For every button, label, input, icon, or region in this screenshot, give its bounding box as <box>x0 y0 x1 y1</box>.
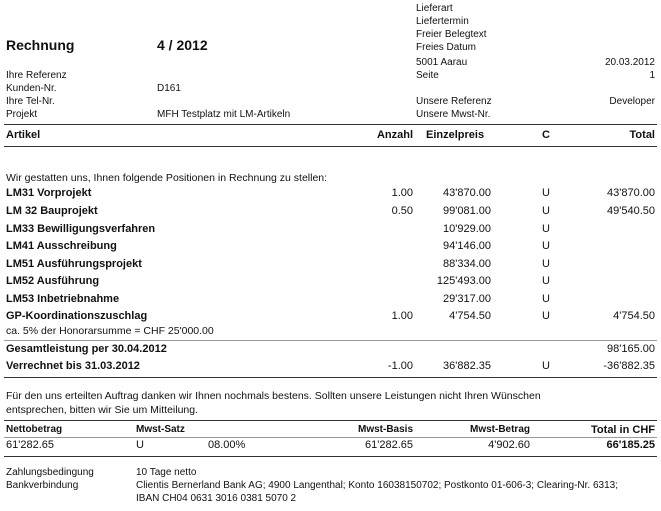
our-vat-label: Unsere Mwst-Nr. <box>416 109 491 120</box>
item-c: U <box>542 240 550 252</box>
item-c: U <box>542 258 550 270</box>
item-total: 4'754.50 <box>613 310 655 322</box>
header-bottom-rule <box>4 146 657 147</box>
item-price: 29'317.00 <box>443 293 491 305</box>
ref-label: Ihre Referenz <box>6 70 67 81</box>
thanks-line-1: Für den uns erteilten Auftrag danken wir Ihnen nochmals bestens. Sollten unsere Leistungen nicht Ihren Wünschen <box>6 390 541 402</box>
gesamt-label: Gesamtleistung per 30.04.2012 <box>6 343 167 355</box>
verrechnet-c: U <box>542 360 550 372</box>
rate-label: Mwst-Satz <box>136 424 185 435</box>
netto-label: Nettobetrag <box>6 424 63 435</box>
item-c: U <box>542 223 550 235</box>
gesamt-total: 98'165.00 <box>607 343 655 355</box>
header-top-rule <box>4 124 657 125</box>
item-qty: 1.00 <box>391 310 413 322</box>
item-c: U <box>542 275 550 287</box>
item-c: U <box>542 293 550 305</box>
belegtext-label: Freier Belegtext <box>416 29 487 40</box>
rate-code: U <box>136 439 144 451</box>
project-label: Projekt <box>6 109 38 120</box>
doc-type: Rechnung <box>6 37 75 53</box>
item-price: 125'493.00 <box>436 275 491 287</box>
vat-value: 4'902.60 <box>488 439 530 451</box>
item-price: 94'146.00 <box>443 240 491 252</box>
verrechnet-price: 36'882.35 <box>443 360 491 372</box>
netto-value: 61'282.65 <box>6 439 54 451</box>
item-price: 10'929.00 <box>443 223 491 235</box>
item-price: 43'870.00 <box>443 187 491 199</box>
summary-rule-1 <box>4 340 657 341</box>
verrechnet-qty: -1.00 <box>387 360 413 372</box>
item-c: U <box>542 205 550 217</box>
item-name: LM33 Bewilligungsverfahren <box>6 223 156 235</box>
verrechnet-label: Verrechnet bis 31.03.2012 <box>6 360 140 372</box>
item-name: LM 32 Bauprojekt <box>6 205 98 217</box>
item-name: LM41 Ausschreibung <box>6 240 117 252</box>
item-name: LM53 Inbetriebnahme <box>6 293 120 305</box>
verrechnet-total: -36'882.35 <box>603 360 655 372</box>
chf-value: 66'185.25 <box>606 439 655 451</box>
col-c: C <box>542 129 550 141</box>
basis-value: 61'282.65 <box>365 439 413 451</box>
item-name: LM31 Vorprojekt <box>6 187 92 199</box>
location: 5001 Aarau <box>416 57 468 68</box>
freies-datum-label: Freies Datum <box>416 42 477 53</box>
bank-line-2: IBAN CH04 0631 3016 0381 5070 2 <box>136 493 297 504</box>
doc-date: 20.03.2012 <box>604 57 655 68</box>
vat-label: Mwst-Betrag <box>469 424 530 435</box>
col-article: Artikel <box>6 129 41 141</box>
page-value: 1 <box>649 70 655 81</box>
item-note: ca. 5% der Honorarsumme = CHF 25'000.00 <box>6 325 214 337</box>
totals-rule-mid <box>4 437 657 438</box>
col-total: Total <box>629 129 655 141</box>
bank-line-1: Clientis Bernerland Bank AG; 4900 Langenthal; Konto 16038150702; Postkonto 01-606-3; Clearing-Nr. 6313; <box>136 480 618 491</box>
thanks-line-2: entsprechen, bitten wir Sie um Mitteilung. <box>6 404 199 416</box>
item-name: LM52 Ausführung <box>6 275 100 287</box>
summary-rule-2 <box>4 377 657 378</box>
lieferart-label: Lieferart <box>416 3 453 14</box>
project-value: MFH Testplatz mit LM-Artikeln <box>157 109 291 120</box>
chf-label: Total in CHF <box>591 424 655 436</box>
totals-rule-bottom <box>4 456 657 457</box>
col-unit-price: Einzelpreis <box>426 129 485 141</box>
item-qty: 0.50 <box>391 205 413 217</box>
item-c: U <box>542 187 550 199</box>
item-total: 43'870.00 <box>607 187 655 199</box>
item-c: U <box>542 310 550 322</box>
item-total: 49'540.50 <box>607 205 655 217</box>
col-qty: Anzahl <box>376 129 413 141</box>
item-price: 88'334.00 <box>443 258 491 270</box>
our-ref-label: Unsere Referenz <box>416 96 492 107</box>
customer-value: D161 <box>157 83 181 94</box>
intro-text: Wir gestatten uns, Ihnen folgende Positionen in Rechnung zu stellen: <box>6 172 328 184</box>
bank-label: Bankverbindung <box>6 480 79 491</box>
item-price: 99'081.00 <box>443 205 491 217</box>
liefertermin-label: Liefertermin <box>416 16 469 27</box>
doc-number: 4 / 2012 <box>157 37 208 53</box>
payment-label: Zahlungsbedingung <box>6 467 94 478</box>
item-name: LM51 Ausführungsprojekt <box>6 258 142 270</box>
payment-value: 10 Tage netto <box>136 467 197 478</box>
customer-label: Kunden-Nr. <box>6 83 57 94</box>
page-label: Seite <box>416 70 439 81</box>
our-ref-value: Developer <box>609 96 655 107</box>
item-qty: 1.00 <box>391 187 413 199</box>
basis-label: Mwst-Basis <box>357 424 413 435</box>
totals-rule-top <box>4 420 657 421</box>
item-name: GP-Koordinationszuschlag <box>6 310 148 322</box>
item-price: 4'754.50 <box>449 310 491 322</box>
tel-label: Ihre Tel-Nr. <box>6 96 55 107</box>
rate-value: 08.00% <box>208 439 246 451</box>
